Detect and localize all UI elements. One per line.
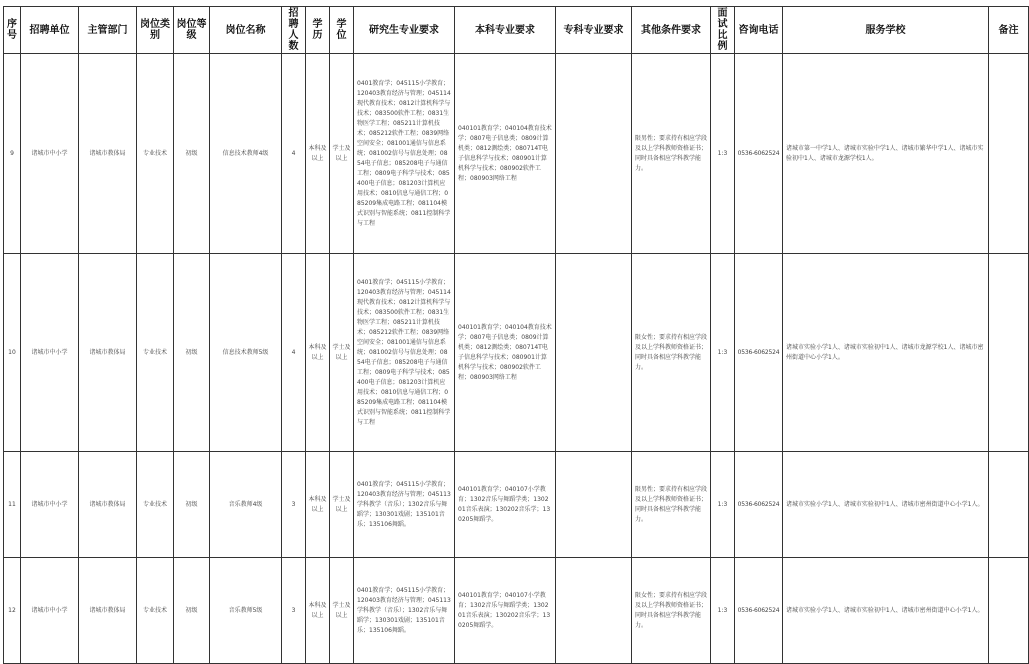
ug-major-text: 040101教育学；040107小学教育；1302音乐与舞蹈学类；130201音乐表演；130202音乐学；130205舞蹈学。	[458, 591, 551, 629]
table-row	[4, 452, 1029, 558]
cell-schools	[783, 254, 989, 452]
cell-position: 音乐教师5级	[210, 558, 282, 664]
cell-count: 4	[282, 54, 306, 254]
cell-grad-major	[354, 452, 455, 558]
cell-other	[632, 558, 711, 664]
cell-other	[632, 254, 711, 452]
cell-remark	[989, 254, 1029, 452]
table-row	[4, 54, 1029, 254]
table-row	[4, 558, 1029, 664]
cell-ratio: 1:3	[711, 54, 735, 254]
cell-dept: 诸城市教体局	[79, 54, 137, 254]
cell-count: 3	[282, 558, 306, 664]
cell-grade: 初级	[174, 452, 210, 558]
cell-unit: 诸城市中小学	[21, 54, 79, 254]
cell-category: 专业技术	[137, 452, 174, 558]
cell-jc-major	[556, 558, 632, 664]
cell-category: 专业技术	[137, 54, 174, 254]
header-cell-phone: 咨询电话	[735, 7, 783, 54]
header-cell-count: 招聘人数	[282, 7, 306, 54]
cell-schools	[783, 558, 989, 664]
cell-unit: 诸城市中小学	[21, 558, 79, 664]
cell-education: 本科及以上	[306, 558, 330, 664]
cell-no: 9	[4, 54, 21, 254]
cell-dept: 诸城市教体局	[79, 558, 137, 664]
cell-grade: 初级	[174, 54, 210, 254]
cell-grad-major	[354, 254, 455, 452]
cell-jc-major	[556, 54, 632, 254]
cell-other	[632, 54, 711, 254]
cell-jc-major	[556, 254, 632, 452]
cell-unit: 诸城市中小学	[21, 452, 79, 558]
cell-count: 4	[282, 254, 306, 452]
cell-phone: 0536-6062524	[735, 452, 783, 558]
cell-education: 本科及以上	[306, 54, 330, 254]
cell-ug-major	[455, 452, 556, 558]
cell-dept: 诸城市教体局	[79, 254, 137, 452]
ug-major-text: 040101教育学；040104教育技术学；0807电子信息类；0809计算机类；0812测绘类；080714T电子信息科学与技术；080901计算机科学与技术；080902软件工程；080903网络工程	[458, 124, 552, 182]
cell-ug-major	[455, 254, 556, 452]
cell-phone: 0536-6062524	[735, 558, 783, 664]
cell-grade: 初级	[174, 254, 210, 452]
cell-schools	[783, 452, 989, 558]
header-cell-no: 序号	[4, 7, 21, 54]
cell-ug-major	[455, 54, 556, 254]
cell-category: 专业技术	[137, 254, 174, 452]
header-cell-grad-major: 研究生专业要求	[354, 7, 455, 54]
header-cell-unit: 招聘单位	[21, 7, 79, 54]
header-cell-dept: 主管部门	[79, 7, 137, 54]
cell-ratio: 1:3	[711, 558, 735, 664]
schools-text: 诸城市实验小学1人、诸城市实验初中1人、诸城市密州街道中心小学1人。	[786, 606, 984, 614]
cell-degree: 学士及以上	[330, 254, 354, 452]
header-cell-other: 其他条件要求	[632, 7, 711, 54]
cell-ratio: 1:3	[711, 452, 735, 558]
schools-text: 诸城市第一中学1人、诸城市实验中学1人、诸城市繁华中学1人、诸城市实验初中1人、诸城市龙源学校1人。	[786, 144, 984, 162]
cell-degree: 学士及以上	[330, 54, 354, 254]
cell-remark	[989, 558, 1029, 664]
cell-degree: 学士及以上	[330, 452, 354, 558]
cell-grad-major	[354, 558, 455, 664]
cell-no: 12	[4, 558, 21, 664]
other-text: 限女性；要求持有相应学段及以上学科教师资格证书；同时具备相应学科教学能力。	[635, 333, 708, 371]
other-text: 限男性；要求持有相应学段及以上学科教师资格证书；同时具备相应学科教学能力。	[635, 485, 708, 523]
header-cell-ug-major: 本科专业要求	[455, 7, 556, 54]
cell-ug-major	[455, 558, 556, 664]
cell-no: 10	[4, 254, 21, 452]
cell-remark	[989, 452, 1029, 558]
cell-position: 音乐教师4级	[210, 452, 282, 558]
cell-dept: 诸城市教体局	[79, 452, 137, 558]
cell-ratio: 1:3	[711, 254, 735, 452]
recruitment-table-sheet	[3, 6, 1019, 652]
schools-text: 诸城市实验小学1人、诸城市实验初中1人、诸城市密州街道中心小学1人。	[786, 500, 984, 508]
cell-phone: 0536-6062524	[735, 54, 783, 254]
header-cell-schools: 服务学校	[783, 7, 989, 54]
cell-phone: 0536-6062524	[735, 254, 783, 452]
other-text: 限男性；要求持有相应学段及以上学科教师资格证书；同时具备相应学科教学能力。	[635, 134, 708, 172]
header-row	[4, 7, 1029, 54]
cell-count: 3	[282, 452, 306, 558]
schools-text: 诸城市实验小学1人、诸城市实验初中1人、诸城市龙源学校1人、诸城市密州街道中心小学1人。	[786, 343, 984, 361]
cell-remark	[989, 54, 1029, 254]
cell-position: 信息技术教师4级	[210, 54, 282, 254]
cell-no: 11	[4, 452, 21, 558]
recruitment-table	[3, 6, 1029, 664]
header-cell-grade: 岗位等级	[174, 7, 210, 54]
cell-degree: 学士及以上	[330, 558, 354, 664]
other-text: 限女性；要求持有相应学段及以上学科教师资格证书；同时具备相应学科教学能力。	[635, 591, 708, 629]
ug-major-text: 040101教育学；040107小学教育；1302音乐与舞蹈学类；130201音乐表演；130202音乐学；130205舞蹈学。	[458, 485, 551, 523]
cell-jc-major	[556, 452, 632, 558]
grad-major-text: 0401教育学；045115小学教育；120403教育经济与管理；045114现代教育技术；0812计算机科学与技术；083500软件工程；0831生物医学工程；085211计算机技术；085212软件工程；0839网络空间安全；081001通信与信息系统；081002信号与信息处理；0854电子信息；085208电子与通信工程；0809电子科学与技术；085400电子信息；081203计算机应用技术；0810信息与通信工程；085209集成电路工程；081104模式识别与智能系统；0811控制科学与工程	[357, 278, 451, 426]
cell-unit: 诸城市中小学	[21, 254, 79, 452]
table-row	[4, 254, 1029, 452]
cell-schools	[783, 54, 989, 254]
header-cell-category: 岗位类别	[137, 7, 174, 54]
cell-other	[632, 452, 711, 558]
grad-major-text: 0401教育学；045115小学教育；120403教育经济与管理；045114现代教育技术；0812计算机科学与技术；083500软件工程；0831生物医学工程；085211计算机技术；085212软件工程；0839网络空间安全；081001通信与信息系统；081002信号与信息处理；0854电子信息；085208电子与通信工程；0809电子科学与技术；085400电子信息；081203计算机应用技术；0810信息与通信工程；085209集成电路工程；081104模式识别与智能系统；0811控制科学与工程	[357, 79, 451, 227]
cell-category: 专业技术	[137, 558, 174, 664]
grad-major-text: 0401教育学；045115小学教育；120403教育经济与管理；045113学科教学（音乐）；1302音乐与舞蹈学；130301戏剧；135101音乐；135106舞蹈。	[357, 480, 451, 528]
header-cell-education: 学历	[306, 7, 330, 54]
header-cell-ratio: 面试比例	[711, 7, 735, 54]
header-cell-remark: 备注	[989, 7, 1029, 54]
ug-major-text: 040101教育学；040104教育技术学；0807电子信息类；0809计算机类；0812测绘类；080714T电子信息科学与技术；080901计算机科学与技术；080902软件工程；080903网络工程	[458, 323, 552, 381]
grad-major-text: 0401教育学；045115小学教育；120403教育经济与管理；045113学科教学（音乐）；1302音乐与舞蹈学；130301戏剧；135101音乐；135106舞蹈。	[357, 586, 451, 634]
header-cell-degree: 学位	[330, 7, 354, 54]
cell-grade: 初级	[174, 558, 210, 664]
cell-education: 本科及以上	[306, 254, 330, 452]
cell-grad-major	[354, 54, 455, 254]
cell-position: 信息技术教师5级	[210, 254, 282, 452]
header-cell-jc-major: 专科专业要求	[556, 7, 632, 54]
cell-education: 本科及以上	[306, 452, 330, 558]
header-cell-position: 岗位名称	[210, 7, 282, 54]
